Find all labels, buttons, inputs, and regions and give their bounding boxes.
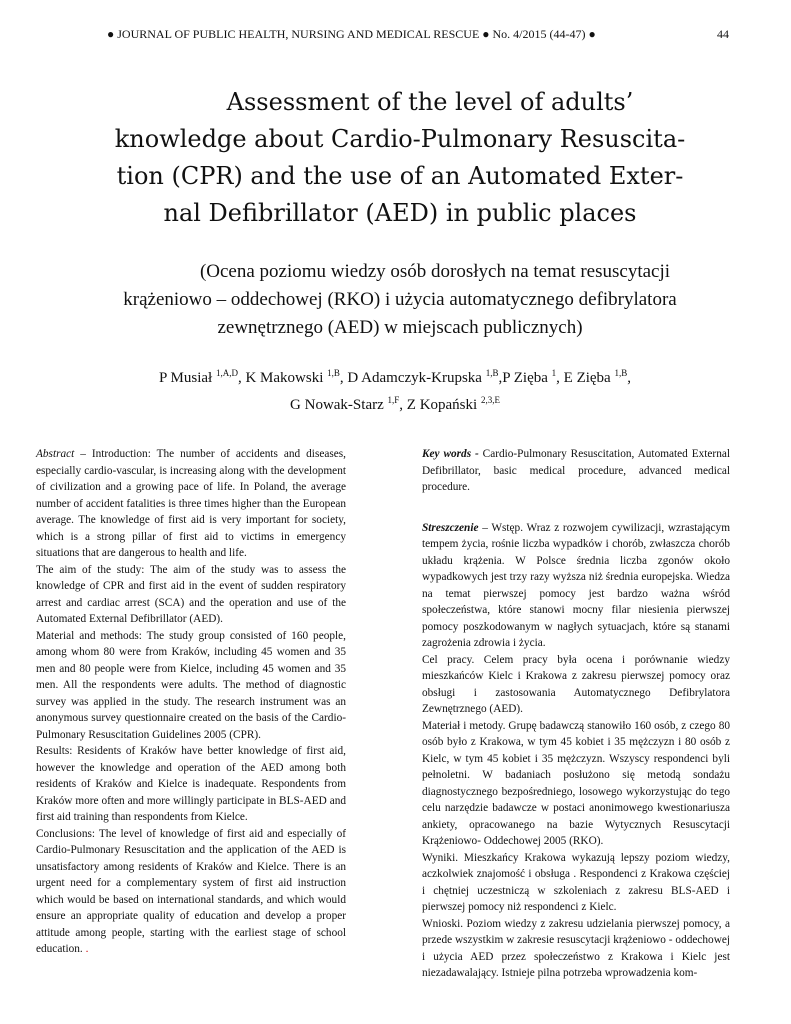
author: Z Kopański $^{2,3,E}$ xyxy=(406,395,500,413)
title-line: nal Defibrillator (AED) in public places xyxy=(163,199,637,227)
streszczenie-aim: Cel pracy. Celem pracy była ocena i porównanie wiedzy mieszkańców Kielc i Krakowa z zakresu pierwszej pomocy oraz obsługi i zastosowania Automatycznego Defibrylatora Zewnętrznego (AED). xyxy=(422,653,730,715)
author: E Zięba $^{1,B}$, xyxy=(563,368,631,386)
subtitle-line: zewnętrznego (AED) w miejscach publicznych) xyxy=(217,317,583,338)
keywords: Key words - Cardio-Pulmonary Resuscitation, Automated External Defibrillator, basic medical procedure, advanced medical procedure. xyxy=(422,448,730,493)
keywords-label: Key words - xyxy=(422,448,479,460)
abstract-label: Abstract xyxy=(36,448,75,460)
polish-title xyxy=(80,258,720,342)
abstract-english xyxy=(36,446,346,958)
subtitle-line: (Ocena poziomu wiedzy osób dorosłych na temat resuscytacji xyxy=(199,261,671,282)
abstract-aim: The aim of the study: The aim of the study was to assess the knowledge of CPR and first aid in the event of sudden respiratory arrest and cardiac arrest (SCA) and the operation and use of the Automated External Defibrillator (AED). xyxy=(36,563,346,625)
right-column xyxy=(422,446,730,982)
streszczenie-intro: Streszczenie – Wstęp. Wraz z rozwojem cywilizacji, wzrastającym tempem życia, rośnie liczba wypadków i chorób, zwłaszcza chorób układu krążenia. W Polsce średnia liczba zgonów około wypadkowych jest trzy razy wyższa niż średnia europejska. Wiedza na temat pierwszej pomocy jest bardzo ważna wśród społeczeństwa, które stanowi mocny filar niesienia pierwszej pomocy poszkodowanym w nagłych sytuacjach, które są stanami zagrożenia zdrowia i życia. xyxy=(422,521,730,649)
author: P Zięba $^1$, xyxy=(502,368,564,386)
author-list xyxy=(60,365,730,419)
title-line: knowledge about Cardio-Pulmonary Resuscita- xyxy=(114,125,686,153)
streszczenie-conclusions: Wnioski. Poziom wiedzy z zakresu udzielania pierwszej pomocy, a przede wszystkim w zakresie resuscytacji krążeniowo - oddechowej i użycia AED przez społeczeństwo z Krakowa i Kielc jest niezadawalający. Istnieje pilna potrzeba wprowadzenia kom- xyxy=(422,917,730,979)
subtitle-line: krążeniowo – oddechowej (RKO) i użycia automatycznego defibrylatora xyxy=(123,289,677,310)
author: K Makowski $^{1,B}$, xyxy=(245,368,348,386)
title-line: tion (CPR) and the use of an Automated Exter- xyxy=(116,162,684,190)
page-number: 44 xyxy=(717,27,729,41)
abstract-methods: Material and methods: The study group consisted of 160 people, among whom 80 were from Kraków, including 45 women and 35 men and 80 people were from Kielce, including 45 women and 35 men. All the respondents were adults. The method of diagnostic survey was applied in the study. The research instrument was an anonymous survey questionnaire created on the basis of the Cardio-Pulmonary Resuscitation Guidelines 2005 (CPR). xyxy=(36,629,346,741)
abstract-intro: Abstract – Introduction: The number of accidents and diseases, especially cardio-vascular, is increasing along with the development of civilization and a growing pace of life. In Poland, the average number of accident fatalities is three times higher than the European average. The knowledge of first aid is very important for society, which is a strong pillar of first aid to victims in emergency situations that are dangerous to health and life. xyxy=(36,448,346,559)
journal-header: ● JOURNAL OF PUBLIC HEALTH, NURSING AND MEDICAL RESCUE ● No. 4/2015 (44-47) ● xyxy=(107,27,596,41)
title-line: Assessment of the level of adults’ xyxy=(226,88,634,116)
running-header xyxy=(0,27,791,45)
streszczenie-label: Streszczenie xyxy=(422,521,479,534)
article-title xyxy=(80,84,720,232)
streszczenie-methods: Materiał i metody. Grupę badawczą stanowiło 160 osób, z czego 80 osób było z Krakowa, w tym 45 kobiet i 35 mężczyzn i 80 osób z Kielc, w tym 45 kobiet i 35 mężczyzn. Wszyscy respondenci byli pełnoletni. W badaniach posłużono się metodą sondażu diagnostycznego bezpośredniego, losowego wykorzystując do tego celu narzędzie badawcze w postaci anonimowego kwestionariusza ankiety, opracowanego na bazie Wytycznych Resuscytacji Krążeniowo- Oddechowej 2005 (RKO). xyxy=(422,719,730,847)
author: D Adamczyk-Krupska $^{1,B}$, xyxy=(347,368,503,386)
author: P Musiał $^{1,A,D}$, xyxy=(159,368,246,386)
red-mark: . xyxy=(85,943,89,955)
streszczenie-results: Wyniki. Mieszkańcy Krakowa wykazują lepszy poziom wiedzy, aczkolwiek znajomość i obsługa . Respondenci z Krakowa częściej i chętniej uczestniczą w szkoleniach z zakresu BLS-AED i pierwszej pomocy niż respondenci z Kielc. xyxy=(422,851,730,913)
author: G Nowak-Starz $^{1,F}$, xyxy=(290,395,407,413)
abstract-conclusions: Conclusions: The level of knowledge of first aid and especially of Cardio-Pulmonary Resuscitation and the application of the AED is unsatisfactory among residents of Kraków and Kielce. There is an urgent need for a complementary system of first aid instruction which would be based on international standards, and which would ensure an appropriate quality of education and develop a proper attitude among people, starting with the earliest stage of school education. . xyxy=(36,827,346,955)
abstract-results: Results: Residents of Kraków have better knowledge of first aid, however the knowledge and operation of the AED among both residents of Kraków and Kielce is inadequate. Respondents from Kraków more often and more willingly participate in BLS-AED and first aid training than respondents from Kielce. xyxy=(36,745,346,823)
